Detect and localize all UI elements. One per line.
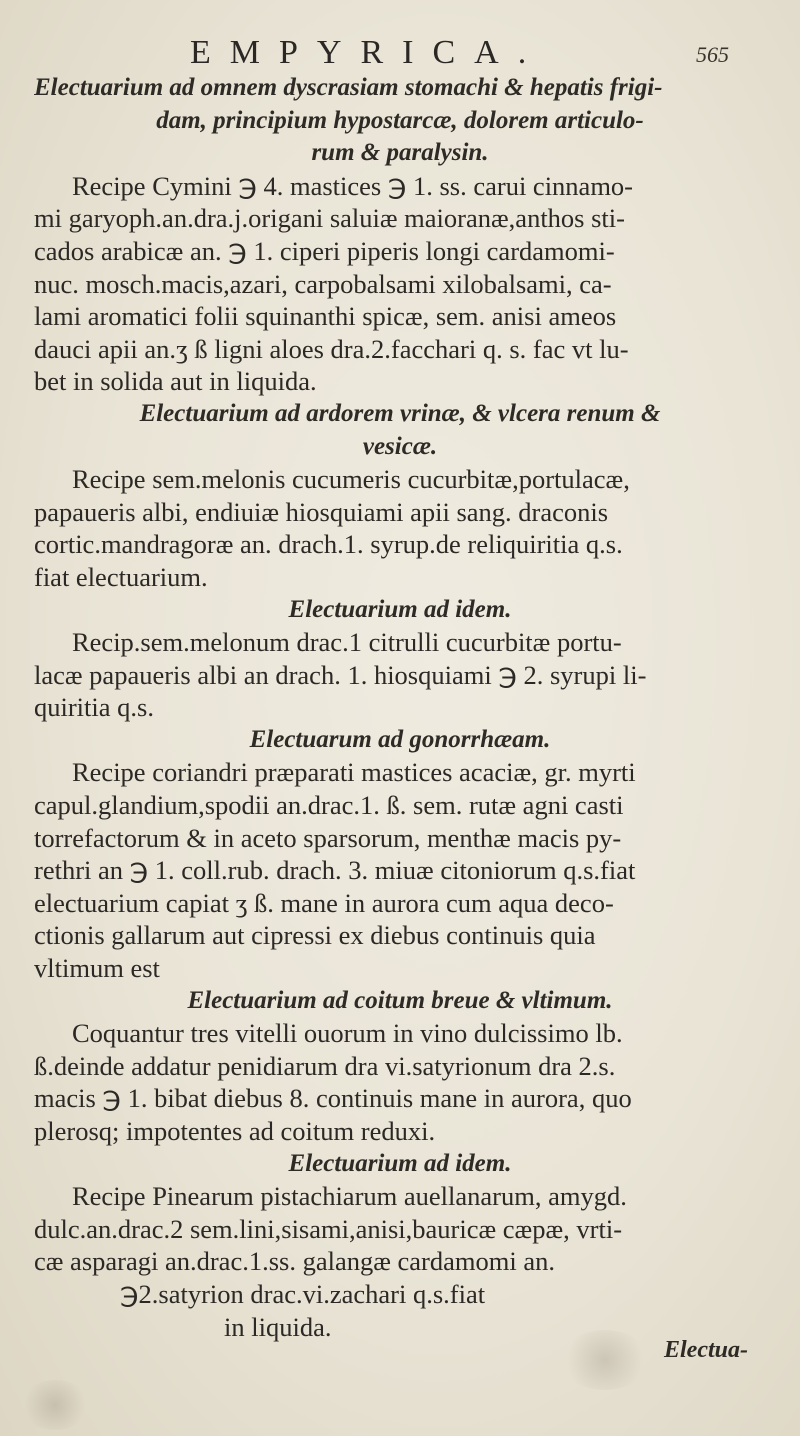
recipe-section [34, 72, 766, 398]
text-line: bet in solida aut in liquida. [34, 366, 317, 397]
text-line: Recipe coriandri præparati mastices acaciæ, gr. myrti [72, 757, 636, 788]
section-heading: rum & paralysin. [311, 139, 489, 167]
section-heading: Electuarium ad ardorem vrinæ, & vlcera renum & [139, 399, 661, 427]
recipe-section [34, 398, 766, 594]
page-body [34, 72, 766, 1343]
text-line: vltimum est [34, 953, 160, 984]
recipe-section [34, 1148, 766, 1344]
section-heading: Electuarium ad idem. [288, 1149, 512, 1177]
text-line: Recipe Cymini ℈ 4. mastices ℈ 1. ss. carui cinnamo- [72, 170, 634, 201]
recipe-section [34, 594, 766, 724]
page-number: 565 [696, 42, 729, 67]
text-line: mi garyoph.an.dra.j.origani saluiæ maioranæ,anthos sti- [34, 203, 625, 234]
section-heading: Electuarium ad coitum breue & vltimum. [187, 986, 613, 1014]
text-line: dulc.an.drac.2 sem.lini,sisami,anisi,bauricæ cæpæ, vrti- [34, 1213, 623, 1244]
running-head [0, 34, 800, 74]
text-line: torrefactorum & in aceto sparsorum, menthæ macis py- [34, 822, 622, 853]
text-line: macis ℈ 1. bibat diebus 8. continuis mane in aurora, quo [34, 1083, 632, 1114]
section-heading: dam, principium hypostarcæ, dolorem articulo- [156, 106, 644, 134]
text-line: lami aromatici folii squinanthi spicæ, sem. anisi ameos [34, 301, 617, 332]
text-line: capul.glandium,spodii an.drac.1. ß. sem. rutæ agni casti [34, 790, 624, 821]
text-line: Recipe sem.melonis cucumeris cucurbitæ,portulacæ, [72, 464, 630, 495]
section-heading: Electuarium ad omnem dyscrasiam stomachi & hepatis frigi- [34, 74, 663, 101]
section-heading: Electuarium ad idem. [288, 595, 512, 623]
recipe-section [34, 985, 766, 1148]
text-line: Recipe Pinearum pistachiarum auellanarum, amygd. [72, 1181, 627, 1212]
text-line: cæ asparagi an.drac.1.ss. galangæ cardamomi an. [34, 1246, 555, 1277]
running-title: EMPYRICA. [190, 34, 546, 71]
text-line: in liquida. [224, 1311, 332, 1342]
text-line: Coquantur tres vitelli ouorum in vino dulcissimo lb. [72, 1018, 623, 1049]
text-line: quiritia q.s. [34, 692, 154, 723]
text-line: ctionis gallarum aut cipressi ex diebus continuis quia [34, 920, 596, 951]
text-line: papaueris albi, endiuiæ hiosquiami apii sang. draconis [34, 496, 609, 527]
catchword: Electua- [664, 1337, 748, 1363]
ink-stain [20, 1380, 90, 1430]
section-heading: vesicæ. [362, 432, 438, 460]
text-line: cortic.mandragoræ an. drach.1. syrup.de reliquiritia q.s. [34, 529, 623, 560]
section-heading: Electuarum ad gonorrhæam. [249, 725, 551, 753]
text-line: electuarium capiat ʒ ß. mane in aurora cum aqua deco- [34, 887, 614, 918]
text-line: ℈2.satyrion drac.vi.zachari q.s.fiat [120, 1278, 486, 1309]
text-line: rethri an ℈ 1. coll.rub. drach. 3. miuæ citoniorum q.s.fiat [34, 855, 636, 886]
recipe-section [34, 724, 766, 985]
text-line: fiat electuarium. [34, 561, 208, 592]
text-line: plerosq; impotentes ad coitum reduxi. [34, 1116, 436, 1146]
text-line: cados arabicæ an. ℈ 1. ciperi piperis longi cardamomi- [34, 235, 615, 266]
text-line: nuc. mosch.macis,azari, carpobalsami xilobalsami, ca- [34, 268, 612, 299]
text-line: lacæ papaueris albi an drach. 1. hiosquiami ℈ 2. syrupi li- [34, 659, 647, 690]
text-line: Recip.sem.melonum drac.1 citrulli cucurbitæ portu- [72, 627, 622, 658]
text-line: ß.deinde addatur penidiarum dra vi.satyrionum dra 2.s. [34, 1050, 616, 1081]
text-line: dauci apii an.ʒ ß ligni aloes dra.2.facchari q. s. fac vt lu- [34, 333, 629, 364]
